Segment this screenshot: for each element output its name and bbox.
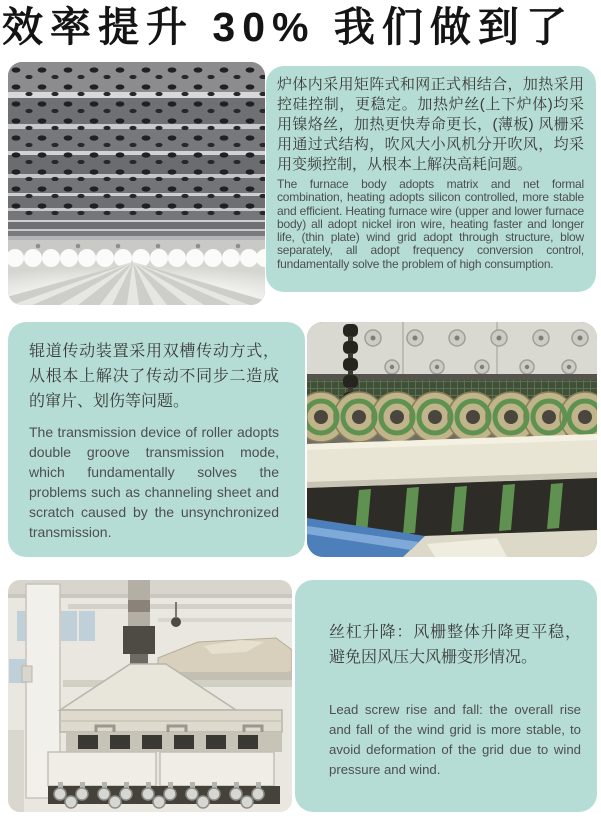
- transmission-text-en: The transmission device of roller adopts double groove transmission mode, which fundamentally solves the problems such as channeling sheet and scratch caused by the unsynchronized transmission.: [29, 424, 279, 540]
- section-lead-screw-text-panel: [295, 580, 597, 812]
- furnace-text-en: The furnace body adopts matrix and net formal combination, heating adopts silicon controlled, more stable and efficient. Heating furnace wire (upper and lower furnace body) all adopt nickel iron wire, heating faster and longer life, (thin plate) wind grid adopt through structure, blow separately, all adopt frequency conversion control, fundamentally solve the problem of high consumption.: [277, 177, 584, 271]
- section-transmission-text-panel: [8, 322, 305, 557]
- section-furnace-text-panel: [266, 66, 596, 292]
- roller-discs: [307, 392, 597, 442]
- furnace-text-cn: 炉体内采用矩阵式和网正式相结合，加热采用控硅控制，更稳定。加热炉丝(上下炉体)均采用镍烙丝，加热更快寿命更长，(薄板) 风栅采用通过式结构，吹风大小风机分开吹风，均采用变频控制，从根本上解决高耗问题。: [277, 76, 584, 173]
- furnace-photo-illustration: [8, 62, 265, 305]
- lead-screw-photo-illustration: [8, 580, 292, 812]
- transmission-photo: [307, 322, 597, 557]
- transmission-text-cn: 辊道传动装置采用双槽传动方式，从根本上解决了传动不同步二造成的窜片、划伤等问题。: [29, 343, 279, 410]
- furnace-photo: [8, 62, 265, 305]
- lead-screw-photo: [8, 580, 292, 812]
- transmission-photo-illustration: [307, 322, 597, 557]
- slot-band: [66, 732, 282, 752]
- lead-screw-text-cn: 丝杠升降：风栅整体升降更平稳，避免因风压大风栅变形情况。: [329, 624, 581, 666]
- page-title: 效率提升 30% 我们做到了: [2, 4, 574, 50]
- lead-screw-text-en: Lead screw rise and fall: the overall rise and fall of the wind grid is more stable, to avoid deformation of the grid due to wind pressure and wind.: [329, 702, 581, 777]
